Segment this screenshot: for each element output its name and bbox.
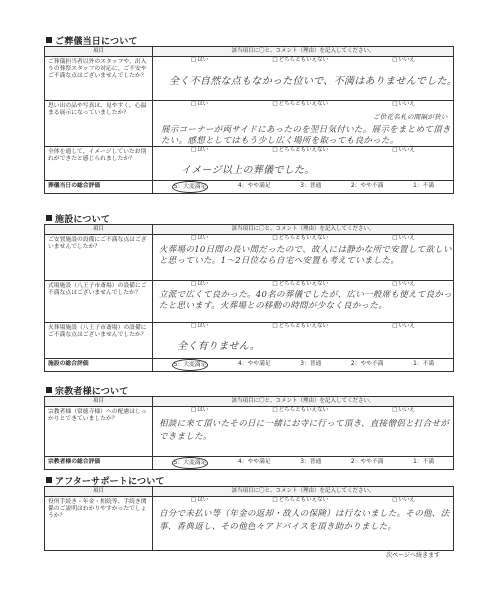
section-title-funeral-day: ご葬儀当日について bbox=[46, 34, 138, 47]
eval-scale[interactable]: 5：大変満足 4：やや満足 3：普通 2：やや不満 1：不満 bbox=[153, 359, 454, 372]
column-header-item: 項目 bbox=[45, 397, 153, 407]
answer-options[interactable]: □ はい □ どちらともいえない □ いいえ bbox=[153, 323, 453, 330]
handwritten-comment: イメージ以上の葬儀でした。 bbox=[181, 165, 315, 176]
section-title-after-support: アフターサポートについて bbox=[46, 474, 165, 487]
question-ceremony-hall: 式場施設（八王子市斎場）の設備にご不満な点はございませんでしたか？ bbox=[45, 281, 153, 323]
eval-label: 葬儀当日の総合評価 bbox=[45, 181, 153, 194]
question-memorial-display: 思い出の品や写真は、見やすく、心温まる展示になっていましたか？ bbox=[45, 101, 153, 147]
question-farewell: 全体を通して、イメージしていたお別れができたと感じられましたか？ bbox=[45, 147, 153, 181]
question-staff: ご葬儀担当者以外のスタッフや、出入りの葬祭スタッフの対応に、ご不安やご不満な点はございませんでしたか？ bbox=[45, 57, 153, 101]
handwritten-comment: 火葬場の10日間の長い間だったので、故人には静かな所で安置して欲しいと思っていた。1～2日位なら自宅へ安置も考えていました。 bbox=[159, 245, 452, 266]
eval-label: 施設の総合評価 bbox=[45, 359, 153, 372]
handwritten-extra-note: ご供花名札の間隔が狭い bbox=[373, 113, 448, 121]
section-title-religious: 宗教者様について bbox=[46, 384, 128, 397]
handwritten-comment: 全く不自然な点もなかった位いで、不満はありませんでした。 bbox=[169, 76, 458, 87]
eval-label: 宗教者様の総合評価 bbox=[45, 457, 153, 470]
answer-options[interactable]: □ はい □ どちらともいえない □ いいえ bbox=[153, 101, 453, 108]
question-crematorium: 火葬場施設（八王子市斎場）の設備にご不満な点はございませんでしたか？ bbox=[45, 323, 153, 359]
handwritten-comment: 自分で未払い等（年金の返却・故人の保険）は行ないました。その他、法事、香典返し、その他色々アドバイスを頂き助かりました。 bbox=[159, 509, 450, 532]
funeral-day-table bbox=[44, 46, 458, 194]
answer-cell bbox=[153, 281, 454, 323]
column-header-item: 項目 bbox=[45, 487, 153, 497]
handwritten-comment: 全く有りません。 bbox=[177, 341, 260, 352]
column-header-content: 該当項目に〇と、コメント（理由）を記入してください。 bbox=[153, 397, 454, 407]
handwritten-comment: 展示コーナーが両サイドにあったのを翌日気付いた。展示をまとめて頂きたい。感想としてはもう少し広く場所を取っても良かった。 bbox=[161, 125, 451, 146]
column-header-content: 該当項目に〇と、コメント（理由）を記入してください。 bbox=[153, 225, 454, 235]
handwritten-comment: 相談に来て頂いたその日に一緒にお寺に行って頂き、直接僧侶と打合せができました。 bbox=[159, 419, 450, 442]
religious-table bbox=[44, 396, 454, 470]
answer-options[interactable]: □ はい □ どちらともいえない □ いいえ bbox=[153, 235, 453, 242]
after-support-table bbox=[44, 486, 454, 551]
answer-options[interactable]: □ はい □ どちらともいえない □ いいえ bbox=[153, 147, 453, 154]
question-resting-facility: ご安置施設の設備にご不満な点はございませんでしたか？ bbox=[45, 235, 153, 281]
column-header-item: 項目 bbox=[45, 47, 153, 57]
section-title-facilities: 施設について bbox=[46, 212, 110, 225]
handwritten-comment: 立派で広くて良かった。40名の葬儀でしたが、広い一般席も使えて良かったと思います。火葬場との移動の時間が少なく良かった。 bbox=[159, 290, 453, 311]
answer-options[interactable]: □ はい □ どちらともいえない □ いいえ bbox=[153, 281, 453, 288]
answer-cell bbox=[153, 323, 454, 359]
eval-scale[interactable]: 5：大変満足 4：やや満足 3：普通 2：やや不満 1：不満 bbox=[153, 181, 454, 194]
facilities-table bbox=[44, 224, 454, 372]
question-religious-consideration: 宗教者様（常徳寺様）への配慮はしっかりとできていましたか？ bbox=[45, 407, 153, 457]
eval-scale[interactable]: 5：大変満足 4：やや満足 3：普通 2：やや不満 1：不満 bbox=[153, 457, 454, 470]
answer-options[interactable]: □ はい □ どちらともいえない □ いいえ bbox=[153, 57, 453, 64]
answer-cell bbox=[153, 407, 454, 457]
answer-cell bbox=[153, 235, 454, 281]
answer-options[interactable]: □ はい □ どちらともいえない □ いいえ bbox=[153, 497, 453, 504]
column-header-content: 該当項目に〇と、コメント（理由）を記入してください。 bbox=[153, 47, 454, 57]
answer-cell bbox=[153, 147, 454, 181]
continued-note: 次ページへ続きます bbox=[386, 552, 440, 559]
question-procedures: 役所手続き・年金・相続等、手続き関係のご説明はわかりやすかったでしょうか？ bbox=[45, 497, 153, 551]
column-header-content: 該当項目に〇と、コメント（理由）を記入してください。 bbox=[153, 487, 454, 497]
answer-cell bbox=[153, 101, 454, 147]
answer-options[interactable]: □ はい □ どちらともいえない □ いいえ bbox=[153, 407, 453, 414]
column-header-item: 項目 bbox=[45, 225, 153, 235]
answer-cell bbox=[153, 497, 454, 551]
answer-cell bbox=[153, 57, 458, 101]
